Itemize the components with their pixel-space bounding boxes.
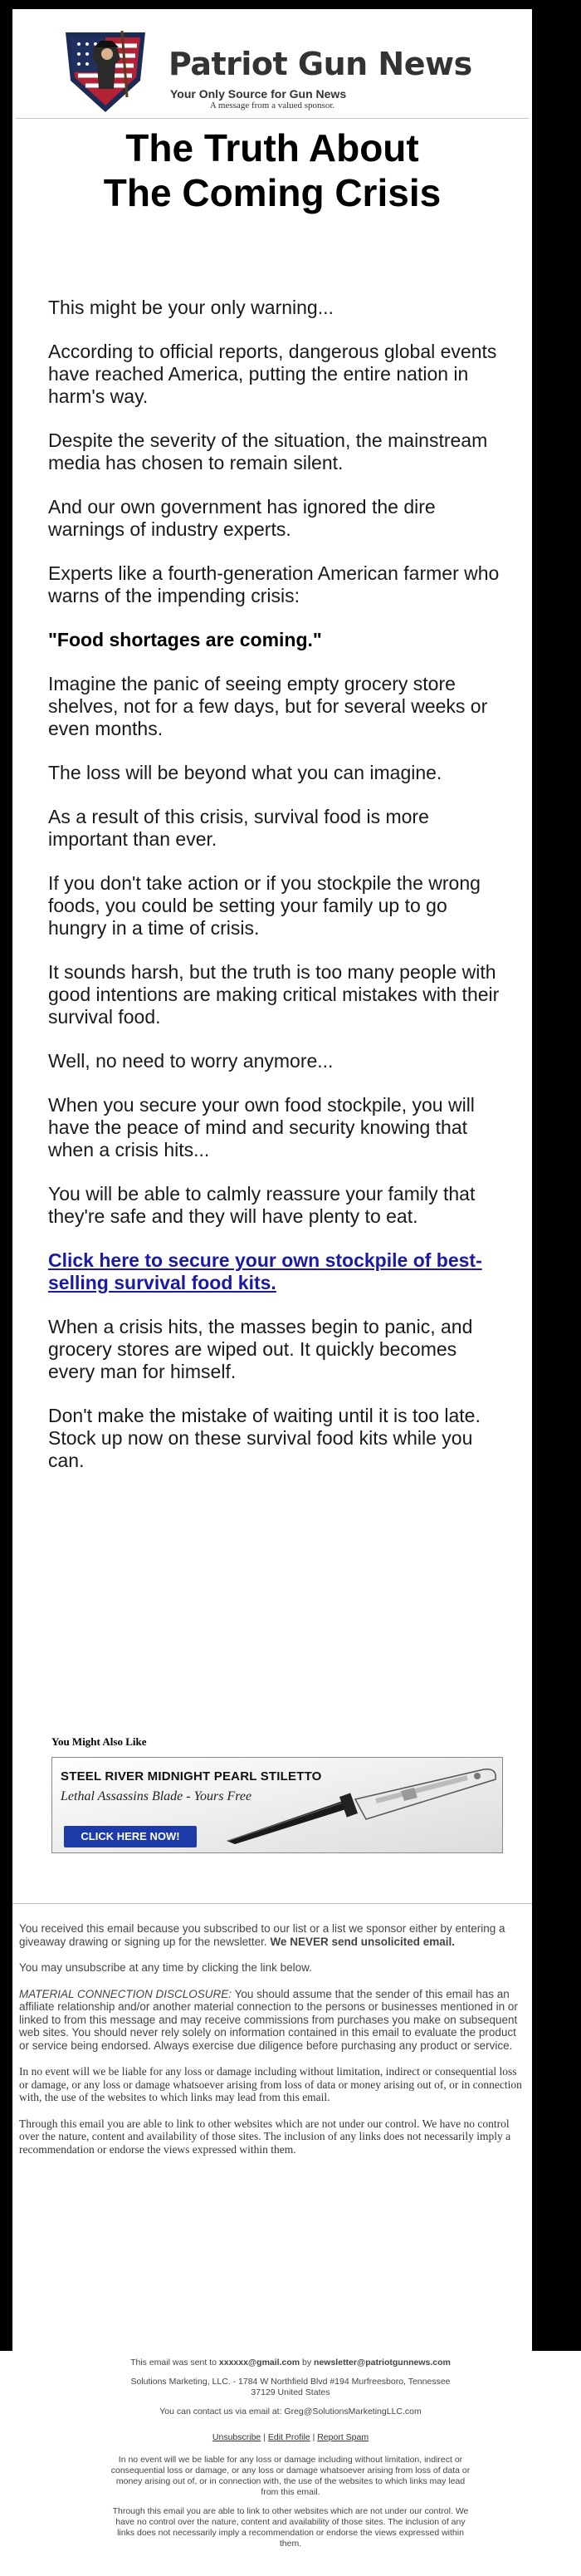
article-body <box>48 297 501 1494</box>
address-line-2: 37129 United States <box>251 2387 330 2397</box>
external-links-notice: Through this email you are able to link to other websites which are not under our control. We have no control over the nature, content and availability of those sites. The inclusion of any links does not necessarily imply a recommendation or endorse the views expressed within them. <box>19 2117 511 2156</box>
postal-address <box>0 2377 581 2398</box>
liability-notice: In no event will we be liable for any loss or damage including without limitation, indirect or consequential loss or damage, or any loss or damage whatsoever arising from loss of data or money arising out of, or in connection with, the use of the websites to which links may lead from this email. <box>19 2065 522 2103</box>
brand-title: Patriot Gun News <box>168 46 472 82</box>
report-spam-link[interactable]: Report Spam <box>317 2432 369 2442</box>
paragraph: Don't make the mistake of waiting until it is too late. Stock up now on these survival food kits while you can. <box>48 1405 481 1471</box>
you-might-also-like-title: You Might Also Like <box>51 1735 147 1748</box>
sponsor-note: A message from a valued sponsor. <box>209 101 335 110</box>
material-connection-disclosure <box>19 1988 525 2053</box>
article-headline <box>12 125 532 215</box>
sent-to-line <box>0 2358 581 2368</box>
section-divider <box>12 1903 532 1904</box>
sent-to-prefix: This email was sent to <box>130 2358 217 2367</box>
stiletto-knife-icon <box>218 1758 502 1852</box>
paragraph: You will be able to calmly reassure your family that they're safe and they will have plenty to eat. <box>48 1183 476 1227</box>
footer-external-links-notice: Through this email you are able to link to other websites which are not under our control. We have no control over the nature, content and availability of those sites. The inclusion of any links does not necessarily imply a recommendation or endorse the views expressed within them. <box>112 2506 469 2549</box>
unsubscribe-notice: You may unsubscribe at any time by clicking the link below. <box>19 1961 312 1974</box>
paragraph: According to official reports, dangerous global events have reached America, putting the entire nation in harm's way. <box>48 341 497 407</box>
address-line-1: Solutions Marketing, LLC. - 1784 W Northfield Blvd #194 Murfreesboro, Tennessee <box>130 2377 451 2387</box>
paragraph: If you don't take action or if you stockpile the wrong foods, you could be setting your family up to go hungry in a time of crisis. <box>48 872 481 939</box>
link-separator: | <box>263 2432 266 2442</box>
paragraph: And our own government has ignored the dire warnings of industry experts. <box>48 496 436 540</box>
disclosure-label: MATERIAL CONNECTION DISCLOSURE: <box>19 1987 232 2000</box>
paragraph: Experts like a fourth-generation American farmer who warns of the impending crisis: <box>48 562 500 606</box>
headline-line-2: The Coming Crisis <box>103 171 442 214</box>
ad-subtitle: Lethal Assassins Blade - Yours Free <box>61 1789 252 1803</box>
stiletto-ad-banner[interactable] <box>51 1757 503 1853</box>
header-divider <box>16 118 529 119</box>
edit-profile-link[interactable]: Edit Profile <box>267 2432 310 2442</box>
link-separator: | <box>312 2432 315 2442</box>
quote-paragraph: "Food shortages are coming." <box>48 629 322 650</box>
paragraph: This might be your only warning... <box>48 297 334 318</box>
paragraph: Imagine the panic of seeing empty grocery store shelves, not for a few days, but for several weeks or even months. <box>48 673 488 739</box>
sender-email: newsletter@patriotgunnews.com <box>314 2358 451 2367</box>
paragraph: Despite the severity of the situation, the mainstream media has chosen to remain silent. <box>48 429 488 473</box>
ad-title: STEEL RIVER MIDNIGHT PEARL STILETTO <box>61 1769 322 1784</box>
unsubscribe-link[interactable]: Unsubscribe <box>212 2432 261 2442</box>
recipient-email: xxxxxx@gmail.com <box>218 2358 300 2367</box>
paragraph: When you secure your own food stockpile, you will have the peace of mind and security knowing that when a crisis hits... <box>48 1094 475 1160</box>
contact-line: You can contact us via email at: Greg@SolutionsMarketingLLC.com <box>159 2407 422 2417</box>
no-unsolicited-email: We NEVER send unsolicited email. <box>270 1935 455 1948</box>
paragraph: It sounds harsh, but the truth is too many people with good intentions are making critical mistakes with their survival food. <box>48 961 500 1028</box>
email-footer <box>0 2358 581 2558</box>
disclosure-text: You should assume that the sender of this email has an affiliate relationship and/or another material connection to the persons or businesses mentioned in or linked to from this message and may receive commissions from purchases you make on subsequent web sites. You should never rely solely on information contained in this email to evaluate the product or service being endorsed. Always exercise due diligence before purchasing any product or service. <box>19 1987 518 2052</box>
sent-by-prefix: by <box>302 2358 312 2367</box>
subscription-notice-text: You received this email because you subscribed to our list or a list we sponsor either by entering a giveaway drawing or signing up for the newsletter. <box>19 1922 505 1948</box>
paragraph: When a crisis hits, the masses begin to panic, and grocery stores are wiped out. It quickly becomes every man for himself. <box>48 1316 473 1382</box>
paragraph: As a result of this crisis, survival food is more important than ever. <box>48 806 429 850</box>
email-sheet <box>12 9 532 2351</box>
brand-tagline: Your Only Source for Gun News <box>170 87 347 101</box>
cta-link[interactable]: Click here to secure your own stockpile of best-selling survival food kits. <box>48 1249 482 1293</box>
subscription-notice <box>19 1922 525 1948</box>
headline-line-1: The Truth About <box>125 126 419 169</box>
click-here-now-button[interactable]: CLICK HERE NOW! <box>64 1826 197 1847</box>
email-disclaimer <box>19 1922 525 2169</box>
footer-links <box>0 2432 581 2443</box>
paragraph: The loss will be beyond what you can imagine. <box>48 762 442 783</box>
paragraph: Well, no need to worry anymore... <box>48 1050 334 1072</box>
footer-liability-notice: In no event will we be liable for any loss or damage including without limitation, indirect or consequential loss or damage, or any loss or damage whatsoever arising from loss of data or money arising out of, or in connection with, the use of the websites to which links may lead from this email. <box>110 2455 471 2497</box>
